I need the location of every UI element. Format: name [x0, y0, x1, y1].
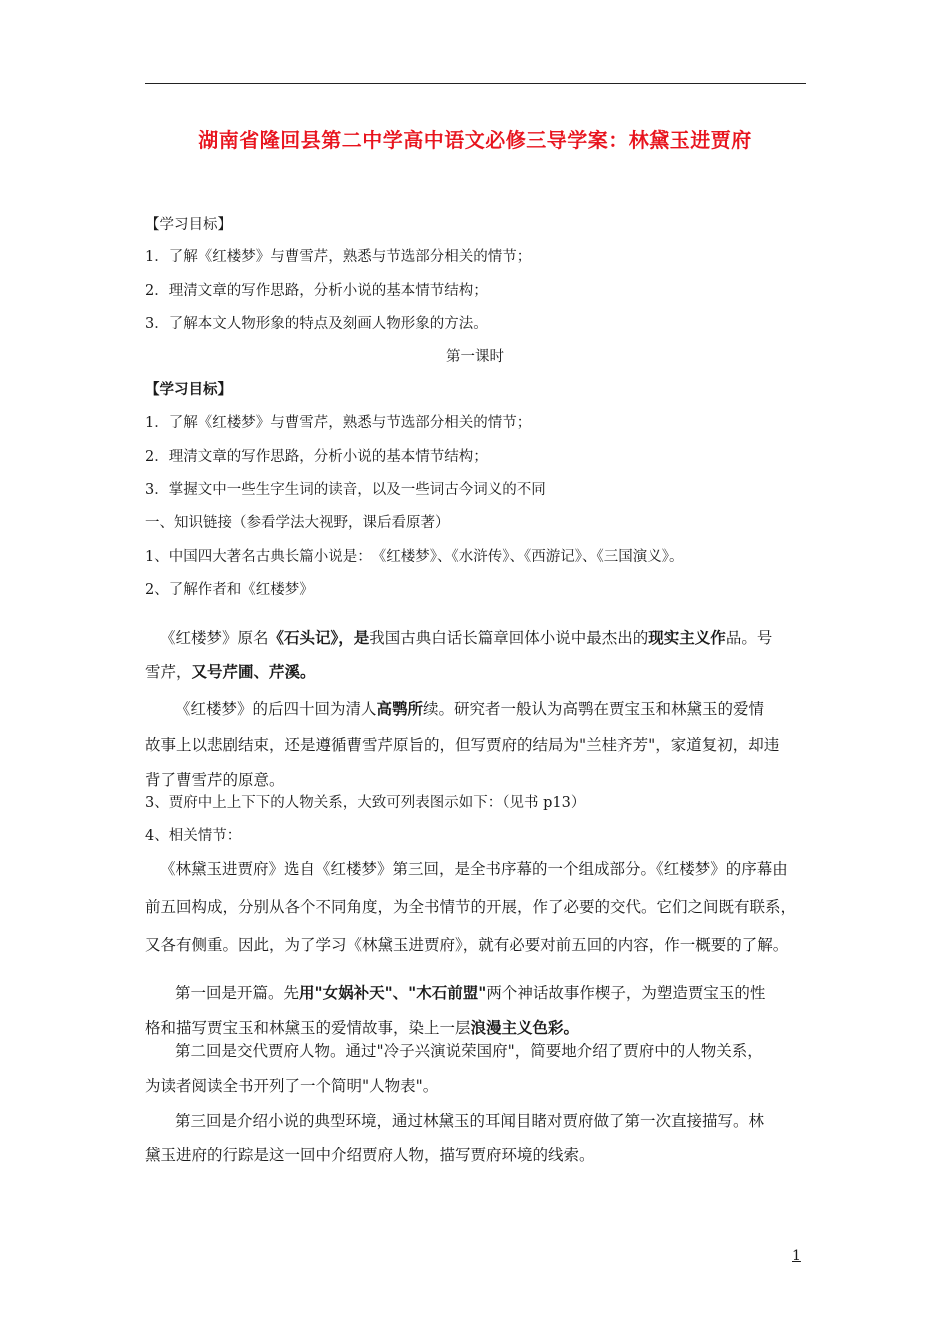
paragraph-line: 《红楼梦》原名《石头记》，是我国古典白话长篇章回体小说中最杰出的现实主义作品。号 [160, 628, 773, 647]
knowledge-heading: 一、知识链接（参看学法大视野，课后看原著） [145, 515, 450, 531]
objective-item: 2．理清文章的写作思路，分析小说的基本情节结构； [145, 283, 488, 299]
paragraph-line: 为读者阅读全书开列了一个简明"人物表"。 [145, 1077, 439, 1095]
header-rule [145, 83, 806, 84]
objectives-heading-bold: 【学习目标】 [145, 381, 232, 398]
paragraph-line: 又各有侧重。因此，为了学习《林黛玉进贾府》，就有必要对前五回的内容，作一概要的了解。 [145, 936, 789, 954]
paragraph-line: 背了曹雪芹的原意。 [145, 771, 285, 789]
page-number: 1 [792, 1248, 801, 1264]
page-title: 湖南省隆回县第二中学高中语文必修三导学案：林黛玉进贾府 [198, 128, 752, 152]
paragraph-line: 雪芹，又号芹圃、芹溪。 [145, 662, 316, 681]
objective-item: 1．了解《红楼梦》与曹雪芹，熟悉与节选部分相关的情节； [145, 249, 532, 265]
objective-item: 2．理清文章的写作思路，分析小说的基本情节结构； [145, 449, 488, 465]
paragraph-line: 第三回是介绍小说的典型环境，通过林黛玉的耳闻目睹对贾府做了第一次直接描写。林 [175, 1112, 765, 1130]
paragraph-line: 《林黛玉进贾府》选自《红楼梦》第三回，是全书序幕的一个组成部分。《红楼梦》的序幕由 [160, 860, 788, 878]
paragraph-line: 《红楼梦》的后四十回为清人高鹗所续。研究者一般认为高鹗在贾宝玉和林黛玉的爱情 [175, 699, 765, 718]
paragraph-line: 黛玉进府的行踪是这一回中介绍贾府人物，描写贾府环境的线索。 [145, 1146, 595, 1164]
paragraph-line: 第一回是开篇。先用"女娲补天"、"木石前盟"两个神话故事作楔子，为塑造贾宝玉的性 [175, 983, 766, 1002]
paragraph-line: 第二回是交代贾府人物。通过"冷子兴演说荣国府"，简要地介绍了贾府中的人物关系， [175, 1042, 763, 1060]
list-item: 4、相关情节： [145, 828, 242, 844]
objectives-heading: 【学习目标】 [145, 217, 232, 233]
knowledge-item: 2、了解作者和《红楼梦》 [145, 582, 314, 598]
lesson-title: 第一课时 [446, 349, 504, 365]
paragraph-line: 故事上以悲剧结束，还是遵循曹雪芹原旨的，但写贾府的结局为"兰桂齐芳"，家道复初，却违 [145, 736, 780, 754]
objective-item: 1．了解《红楼梦》与曹雪芹，熟悉与节选部分相关的情节； [145, 415, 532, 431]
objective-item: 3．掌握文中一些生字生词的读音，以及一些词古今词义的不同 [145, 482, 546, 498]
objective-item: 3．了解本文人物形象的特点及刻画人物形象的方法。 [145, 316, 488, 332]
paragraph-line: 前五回构成，分别从各个不同角度，为全书情节的开展，作了必要的交代。它们之间既有联系， [145, 898, 797, 916]
list-item: 3、贾府中上上下下的人物关系，大致可列表图示如下：（见书 p13） [145, 795, 586, 811]
paragraph-line: 格和描写贾宝玉和林黛玉的爱情故事，染上一层浪漫主义色彩。 [145, 1018, 580, 1037]
knowledge-item: 1、中国四大著名古典长篇小说是： 《红楼梦》、《水浒传》、《西游记》、《三国演义》。 [145, 549, 684, 565]
